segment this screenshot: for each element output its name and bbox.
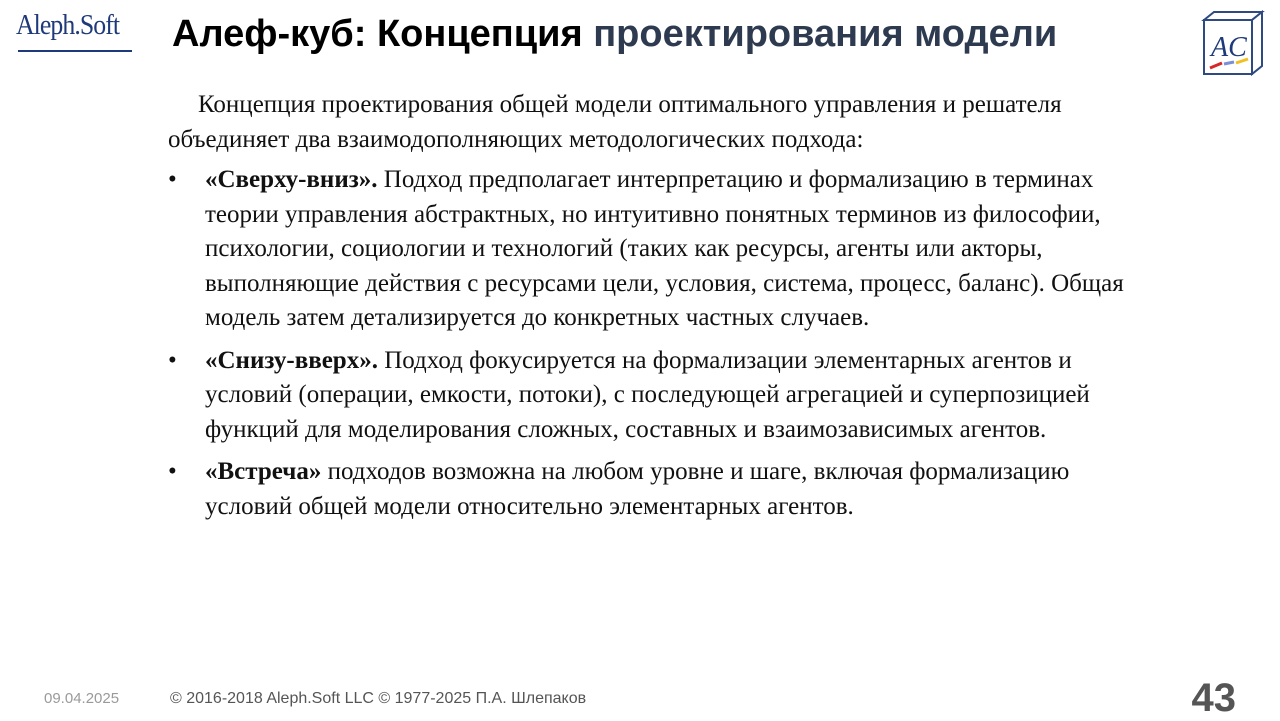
list-item	[168, 455, 1128, 524]
list-item	[168, 344, 1128, 448]
item-text: Подход предполагает интерпретацию и формализацию в терминах теории управления абстрактных, но интуитивно понятных терминов из философии, психологии, социологии и технологий (таких как ресурсы, агенты или акторы, выполняющие действия с ресурсами цели, условия, система, процесс, баланс). Общая модель затем детализируется до конкретных частных случаев.	[205, 166, 1124, 331]
cube-icon	[1200, 10, 1266, 78]
aleph-cube-logo	[1200, 10, 1266, 78]
list-item	[168, 163, 1128, 336]
title-main: Алеф-куб: Концепция	[172, 13, 594, 55]
footer-copyright: © 2016-2018 Aleph.Soft LLC © 1977-2025 П.А. Шлепаков	[170, 690, 587, 707]
footer-date: 09.04.2025	[44, 690, 120, 707]
cube-logo-text: AC	[1211, 32, 1247, 63]
bullet: •	[168, 346, 177, 374]
page-title	[172, 10, 1057, 58]
item-text: подходов возможна на любом уровне и шаге, включая формализацию условий общей модели относительно элементарных агентов.	[205, 458, 1070, 520]
alephsoft-logo	[16, 6, 134, 54]
bullet: •	[168, 166, 177, 193]
item-lead: «Встреча»	[205, 458, 322, 485]
bullet: •	[168, 458, 177, 485]
slide-content	[168, 88, 1128, 532]
item-lead: «Сверху-вниз».	[205, 166, 378, 193]
logo-underline	[18, 50, 132, 52]
item-lead: «Снизу-вверх».	[205, 346, 378, 374]
item-text: Подход фокусируется на формализации элементарных агентов и условий (операции, емкости, потоки), с последующей агрегацией и суперпозицией функций для моделирования сложных, составных и взаимозависимых агентов.	[205, 346, 1090, 443]
approach-list	[168, 163, 1128, 524]
title-accent: проектирования модели	[593, 13, 1058, 55]
intro-paragraph: Концепция проектирования общей модели оптимального управления и решателя объединяет два взаимодополняющих методологических подхода:	[168, 91, 1062, 153]
page-number: 43	[1191, 676, 1236, 720]
logo-text: Aleph.Soft	[16, 10, 120, 41]
